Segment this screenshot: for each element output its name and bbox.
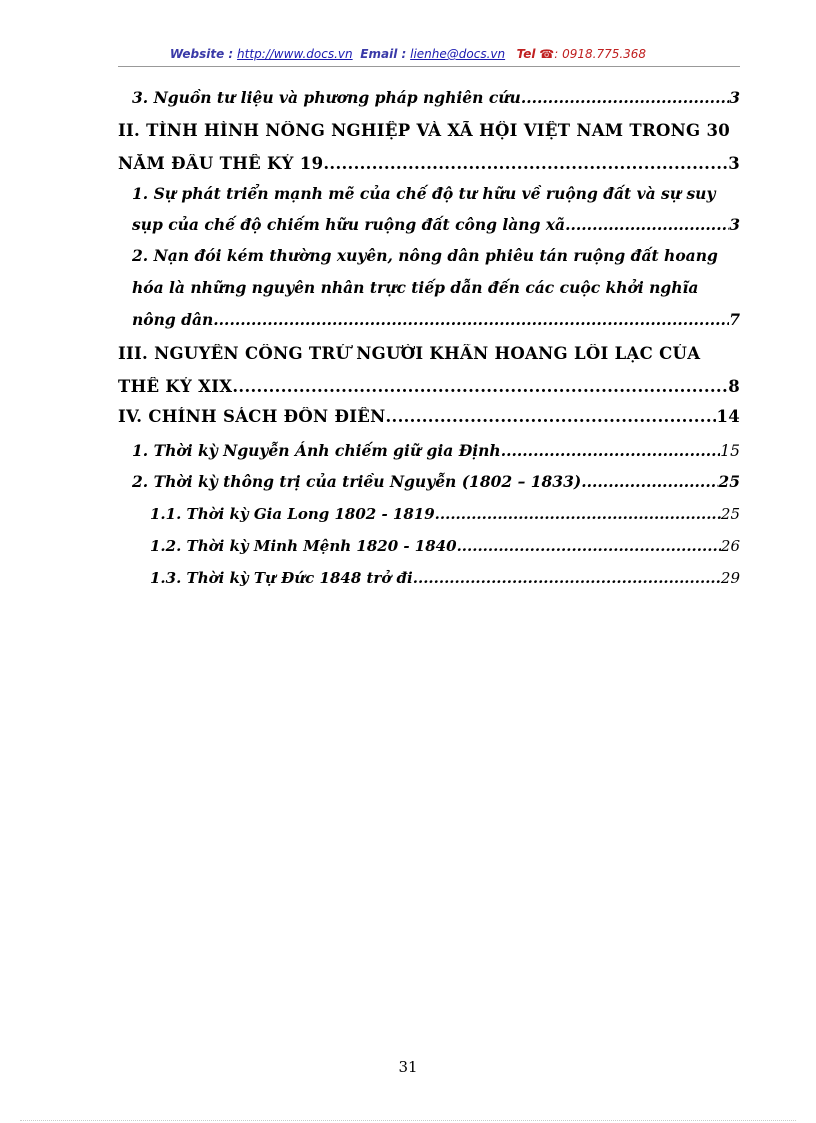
toc-entry-line[interactable] bbox=[132, 88, 740, 107]
toc-leader-dots bbox=[435, 505, 721, 523]
website-link[interactable]: http://www.docs.vn bbox=[237, 47, 353, 61]
toc-entry-title: nông dân bbox=[132, 310, 214, 329]
toc-page-number: 15 bbox=[720, 442, 740, 460]
bottom-dotted-border bbox=[20, 1120, 796, 1121]
email-label: Email : bbox=[360, 47, 407, 61]
toc-entry-title: 1. Thời kỳ Nguyễn Ánh chiếm giữ gia Định bbox=[132, 441, 501, 460]
toc-page-number: 25 bbox=[720, 505, 740, 523]
toc-entry-line[interactable] bbox=[132, 472, 740, 491]
toc-entry-line[interactable] bbox=[118, 407, 740, 426]
toc-entry-line[interactable] bbox=[118, 344, 740, 363]
toc-entry-line[interactable] bbox=[132, 246, 740, 265]
toc-entry-title: 3. Nguồn tư liệu và phương pháp nghiên cứu bbox=[132, 88, 521, 107]
toc-leader-dots bbox=[232, 377, 728, 396]
toc-leader-dots bbox=[385, 407, 716, 426]
header-rule bbox=[118, 66, 740, 67]
toc-entry-title: 1.3. Thời kỳ Tự Đức 1848 trở đi bbox=[150, 569, 413, 587]
toc-entry-line[interactable] bbox=[118, 377, 740, 396]
toc-entry-line[interactable] bbox=[150, 505, 740, 523]
toc-leader-dots bbox=[413, 569, 721, 587]
toc-entry-title: 1. Sự phát triển mạnh mẽ của chế độ tư hữu về ruộng đất và sự suy bbox=[132, 184, 716, 203]
toc-entry-title: 2. Thời kỳ thông trị của triều Nguyễn (1802 – 1833) bbox=[132, 472, 582, 491]
toc-page-number: 14 bbox=[716, 407, 740, 426]
toc-leader-dots bbox=[565, 215, 729, 234]
toc-entry-title: THẾ KỶ XIX bbox=[118, 377, 233, 396]
toc-page-number: 26 bbox=[720, 537, 740, 555]
toc-page-number: 25 bbox=[718, 472, 740, 491]
toc-entry-title: III. NGUYỄN CÔNG TRỨ NGƯỜI KHẨN HOANG LỖI LẠC CỦA bbox=[118, 344, 701, 363]
toc-entry-line[interactable] bbox=[150, 537, 740, 555]
tel-label: Tel bbox=[516, 47, 536, 61]
toc-leader-dots bbox=[581, 472, 718, 491]
toc-entry-line[interactable] bbox=[132, 278, 740, 297]
toc-page-number: 3 bbox=[728, 154, 740, 173]
toc-leader-dots bbox=[213, 310, 729, 329]
toc-page-number: 8 bbox=[728, 377, 740, 396]
toc-page-number: 3 bbox=[729, 215, 740, 234]
toc-entry-title: IV. CHÍNH SÁCH ĐỒN ĐIỀN bbox=[118, 407, 386, 426]
toc-entry-line[interactable] bbox=[132, 441, 740, 460]
toc-entry-line[interactable] bbox=[132, 310, 740, 329]
toc-entry-title: II. TÌNH HÌNH NÔNG NGHIỆP VÀ XÃ HỘI VIỆT NAM TRONG 30 bbox=[118, 121, 731, 140]
page-number: 31 bbox=[398, 1058, 418, 1076]
toc-leader-dots bbox=[323, 154, 728, 173]
toc-entry-line[interactable] bbox=[118, 121, 740, 140]
toc-entry-title: 2. Nạn đói kém thường xuyên, nông dân phiêu tán ruộng đất hoang bbox=[132, 246, 718, 265]
toc-page-number: 29 bbox=[720, 569, 740, 587]
toc-page-number: 7 bbox=[729, 310, 740, 329]
toc-entry-title: sụp của chế độ chiếm hữu ruộng đất công làng xã bbox=[132, 215, 566, 234]
toc-entry-line[interactable] bbox=[150, 569, 740, 587]
phone-icon: ☎ bbox=[539, 47, 555, 61]
toc-entry-title: 1.2. Thời kỳ Minh Mệnh 1820 - 1840 bbox=[150, 537, 457, 555]
toc-leader-dots bbox=[457, 537, 721, 555]
email-link[interactable]: lienhe@docs.vn bbox=[410, 47, 506, 61]
toc-leader-dots bbox=[521, 88, 729, 107]
toc-entry-line[interactable] bbox=[132, 184, 740, 203]
page-header bbox=[0, 47, 816, 61]
toc-entry-title: NĂM ĐẦU THẾ KỶ 19 bbox=[118, 154, 324, 173]
toc-entry-title: hóa là những nguyên nhân trực tiếp dẫn đến các cuộc khởi nghĩa bbox=[132, 278, 699, 297]
toc-entry-title: 1.1. Thời kỳ Gia Long 1802 - 1819 bbox=[150, 505, 435, 523]
toc-page-number: 3 bbox=[729, 88, 740, 107]
toc-entry-line[interactable] bbox=[118, 154, 740, 173]
toc-entry-line[interactable] bbox=[132, 215, 740, 234]
website-label: Website : bbox=[169, 47, 234, 61]
phone-number: : 0918.775.368 bbox=[554, 47, 647, 61]
toc-leader-dots bbox=[501, 441, 721, 460]
